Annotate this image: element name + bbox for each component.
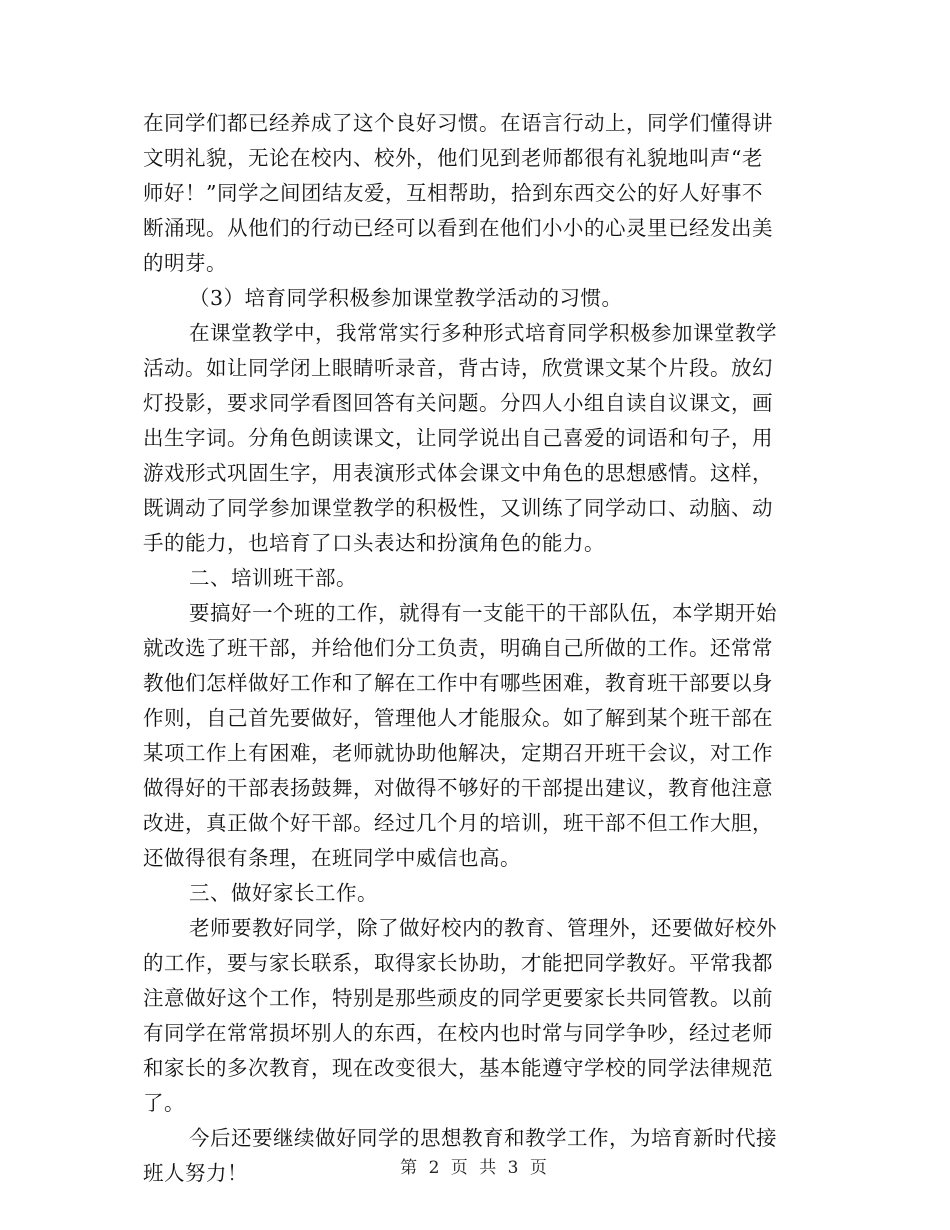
text-line: 教他们怎样做好工作和了解在工作中有哪些困难，教育班干部要以身: [143, 671, 773, 695]
text-line: 某项工作上有困难，老师就协助他解决，定期召开班干会议，对工作: [143, 741, 773, 765]
text-line: 和家长的多次教育，现在改变很大，基本能遵守学校的同学法律规范: [143, 1056, 773, 1080]
text-line: 既调动了同学参加课堂教学的积极性，又训练了同学动口、动脑、动: [143, 496, 773, 520]
text-line: 班人努力！: [143, 1161, 248, 1185]
document-body: [143, 106, 803, 1191]
text-line: 二、培训班干部。: [189, 566, 357, 590]
text-line: 今后还要继续做好同学的思想教育和教学工作，为培育新时代接: [189, 1126, 777, 1150]
text-line: 有同学在常常损坏别人的东西，在校内也时常与同学争吵，经过老师: [143, 1021, 773, 1045]
text-line: 灯投影，要求同学看图回答有关问题。分四人小组自读自议课文，画: [143, 391, 773, 415]
text-line: 师好！”同学之间团结友爱，互相帮助，拾到东西交公的好人好事不: [143, 181, 763, 205]
text-line: 在同学们都已经养成了这个良好习惯。在语言行动上，同学们懂得讲: [143, 111, 773, 135]
text-line: 文明礼貌，无论在校内、校外，他们见到老师都很有礼貌地叫声“老: [143, 146, 763, 170]
text-line: 做得好的干部表扬鼓舞，对做得不够好的干部提出建议，教育他注意: [143, 776, 773, 800]
text-line: 游戏形式巩固生字，用表演形式体会课文中角色的思想感情。这样，: [143, 461, 773, 485]
text-line: 的工作，要与家长联系，取得家长协助，才能把同学教好。平常我都: [143, 951, 773, 975]
text-line: （3）培育同学积极参加课堂教学活动的习惯。: [189, 286, 623, 310]
text-line: 断涌现。从他们的行动已经可以看到在他们小小的心灵里已经发出美: [143, 216, 773, 240]
text-line: 注意做好这个工作，特别是那些顽皮的同学更要家长共同管教。以前: [143, 986, 773, 1010]
text-line: 还做得很有条理，在班同学中威信也高。: [143, 846, 521, 870]
text-line: 活动。如让同学闭上眼睛听录音，背古诗，欣赏课文某个片段。放幻: [143, 356, 773, 380]
text-line: 就改选了班干部，并给他们分工负责，明确自己所做的工作。还常常: [143, 636, 773, 660]
text-line: 手的能力，也培育了口头表达和扮演角色的能力。: [143, 531, 605, 555]
text-line: 在课堂教学中，我常常实行多种形式培育同学积极参加课堂教学: [189, 321, 777, 345]
text-line: 出生字词。分角色朗读课文，让同学说出自己喜爱的词语和句子，用: [143, 426, 773, 450]
text-line: 了。: [143, 1091, 185, 1115]
text-line: 要搞好一个班的工作，就得有一支能干的干部队伍，本学期开始: [189, 601, 777, 625]
text-line: 改进，真正做个好干部。经过几个月的培训，班干部不但工作大胆，: [143, 811, 773, 835]
text-line: 三、做好家长工作。: [189, 881, 378, 905]
text-line: 老师要教好同学，除了做好校内的教育、管理外，还要做好校外: [189, 916, 777, 940]
page-number: 第 2 页 共 3 页: [400, 1158, 550, 1178]
text-line: 的明芽。: [143, 251, 227, 275]
text-line: 作则，自己首先要做好，管理他人才能服众。如了解到某个班干部在: [143, 706, 773, 730]
